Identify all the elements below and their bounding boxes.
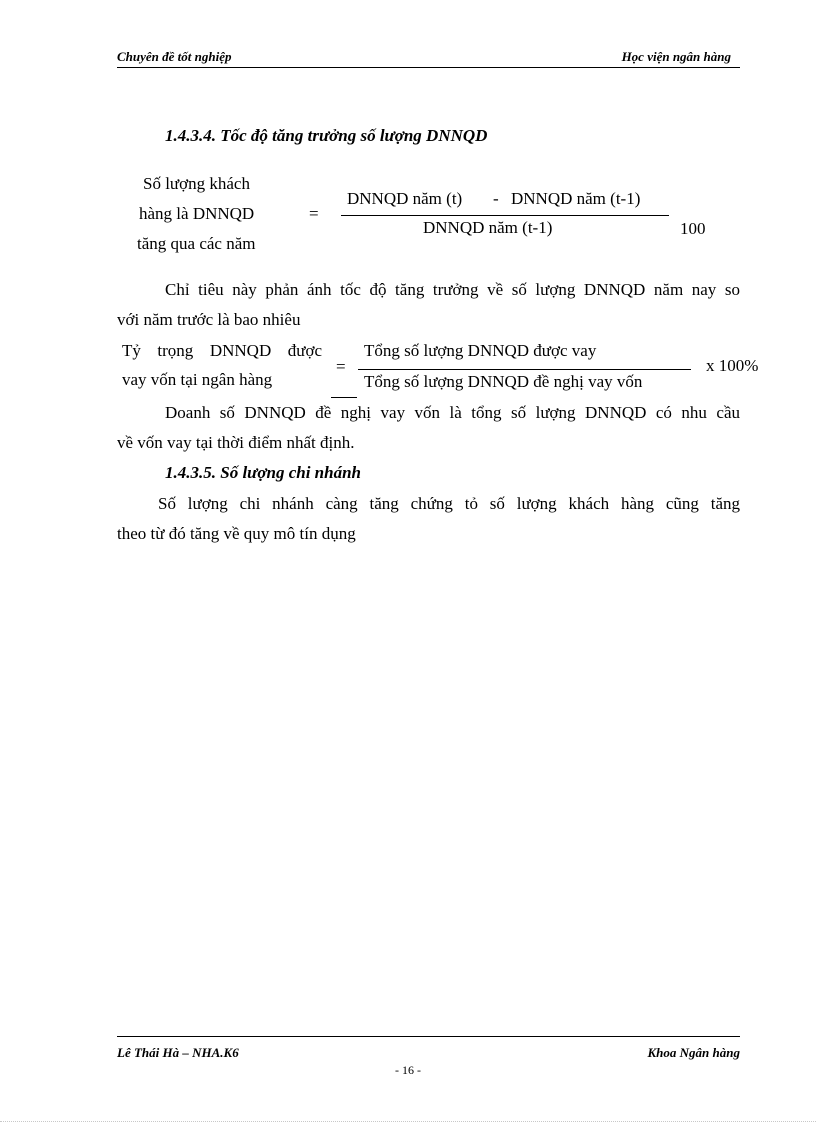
- ratio-numerator: Tổng số lượng DNNQD được vay: [364, 341, 597, 360]
- footer-left: Lê Thái Hà – NHA.K6: [117, 1045, 239, 1060]
- header-rule: [117, 67, 740, 68]
- ratio-label-line: Tỷ trọng DNNQD được: [122, 341, 322, 360]
- page-edge: [0, 1121, 816, 1122]
- formula-label-line: hàng là DNNQD: [139, 204, 255, 223]
- minus-sign: -: [493, 189, 499, 208]
- equals-sign: =: [309, 204, 319, 223]
- multiplier: 100: [680, 219, 706, 238]
- fraction-bar: [358, 369, 691, 370]
- paragraph-line: về vốn vay tại thời điểm nhất định.: [117, 433, 355, 452]
- fraction-bar: [341, 215, 669, 216]
- paragraph-line: Doanh số DNNQD đề nghị vay vốn là tổng số lượng DNNQD có nhu cầu: [165, 403, 740, 422]
- paragraph-line: theo từ đó tăng về quy mô tín dụng: [117, 524, 356, 543]
- section-heading-1435: 1.4.3.5. Số lượng chi nhánh: [165, 463, 361, 482]
- page-number: - 16 -: [395, 1063, 421, 1077]
- header-left: Chuyên đề tốt nghiệp: [117, 49, 232, 64]
- numerator-previous: DNNQD năm (t-1): [511, 189, 641, 208]
- footer-right: Khoa Ngân hàng: [647, 1045, 740, 1060]
- paragraph-line: với năm trước là bao nhiêu: [117, 310, 301, 329]
- formula-label-line: tăng qua các năm: [137, 234, 256, 253]
- ratio-denominator: Tổng số lượng DNNQD đề nghị vay vốn: [364, 372, 643, 391]
- formula-label-line: Số lượng khách: [143, 174, 250, 193]
- paragraph-line: Số lượng chi nhánh càng tăng chứng tỏ số lượng khách hàng cũng tăng: [158, 494, 740, 513]
- ratio-label-line: vay vốn tại ngân hàng: [122, 370, 273, 389]
- paragraph-line: Chỉ tiêu này phản ánh tốc độ tăng trưởng về số lượng DNNQD năm nay so: [165, 280, 740, 299]
- section-heading-1434: 1.4.3.4. Tốc độ tăng trưởng số lượng DNNQD: [165, 126, 488, 145]
- footer-rule: [117, 1036, 740, 1037]
- denominator: DNNQD năm (t-1): [423, 218, 553, 237]
- equals-sign: =: [336, 357, 346, 376]
- numerator-current: DNNQD năm (t): [347, 189, 463, 208]
- short-rule: [331, 397, 357, 398]
- multiplier: x 100%: [706, 356, 759, 375]
- header-right: Học viện ngân hàng: [621, 49, 731, 64]
